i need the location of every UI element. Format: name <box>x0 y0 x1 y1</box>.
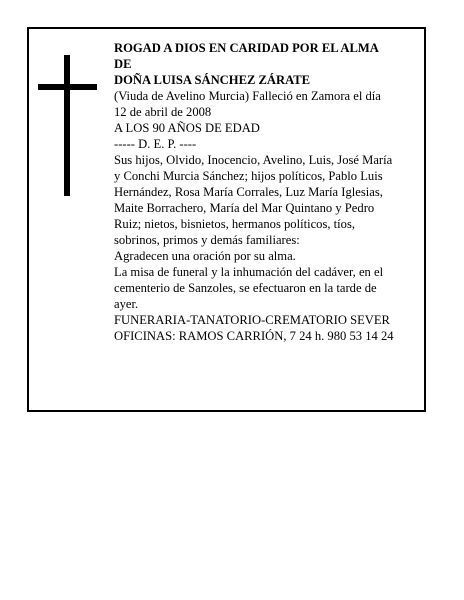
death-info: (Viuda de Avelino Murcia) Falleció en Zamora el día <box>114 89 381 103</box>
deceased-name: DOÑA LUISA SÁNCHEZ ZÁRATE <box>114 73 311 87</box>
family-line: Hernández, Rosa María Corrales, Luz María Iglesias, <box>114 185 383 199</box>
age-at-death: A LOS 90 AÑOS DE EDAD <box>114 121 260 135</box>
family-line: sobrinos, primos y demás familiares: <box>114 233 300 247</box>
funeral-line: ayer. <box>114 297 139 311</box>
obituary-text <box>114 40 422 344</box>
funeral-line: cementerio de Sanzoles, se efectuaron en la tarde de <box>114 281 377 295</box>
death-date: 12 de abril de 2008 <box>114 105 212 119</box>
family-line: Ruiz; nietos, bisnietos, hermanos políticos, tíos, <box>114 217 356 231</box>
rip-line: ----- D. E. P. ---- <box>114 137 197 151</box>
offices-contact: OFICINAS: RAMOS CARRIÓN, 7 24 h. 980 53 14 24 <box>114 329 394 343</box>
family-line: Sus hijos, Olvido, Inocencio, Avelino, Luis, José María <box>114 153 393 167</box>
funeral-home: FUNERARIA-TANATORIO-CREMATORIO SEVER <box>114 313 390 327</box>
family-line: y Conchi Murcia Sánchez; hijos políticos, Pablo Luis <box>114 169 383 183</box>
thanks-line: Agradecen una oración por su alma. <box>114 249 296 263</box>
prayer-heading: ROGAD A DIOS EN CARIDAD POR EL ALMA <box>114 41 379 55</box>
prayer-heading-continuation: DE <box>114 57 132 71</box>
cross-icon <box>64 55 70 196</box>
cross-icon-bar <box>38 84 97 90</box>
funeral-line: La misa de funeral y la inhumación del cadáver, en el <box>114 265 384 279</box>
family-line: Maite Borrachero, María del Mar Quintano y Pedro <box>114 201 375 215</box>
